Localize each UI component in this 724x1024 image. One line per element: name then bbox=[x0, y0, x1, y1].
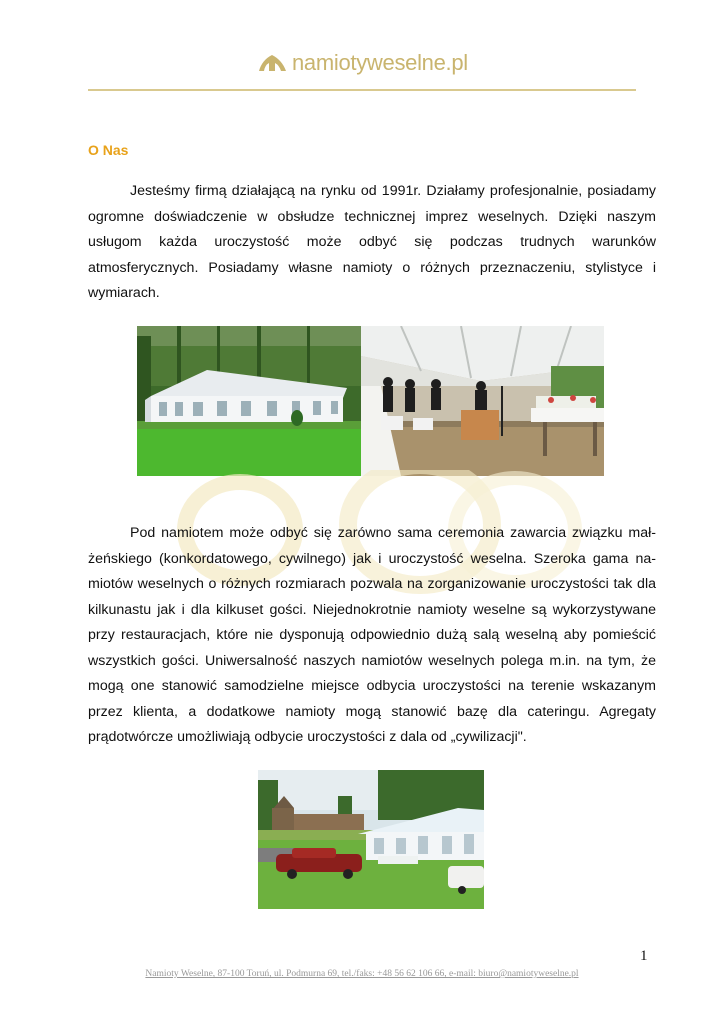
tent-cars-photo bbox=[258, 770, 484, 909]
tent-interior-musicians-photo bbox=[361, 326, 604, 476]
page-number: 1 bbox=[640, 948, 648, 964]
logo-text[interactable]: namiotyweselne.pl bbox=[292, 50, 468, 75]
footer-contact bbox=[0, 969, 724, 979]
tent-lawn-photo bbox=[137, 326, 361, 476]
header-divider bbox=[88, 89, 636, 91]
ceremony-paragraph: Pod namiotem może odbyć się zarówno sama ceremonia zawarcia związku małżeńskiego (konkordatowego, cywilnego) jak i uroczystość weselna. Szeroka gama namiotów weselnych o różnych rozmiarach pozwala na zorganizowanie uroczystości tak dla kilkunastu jak i dla kilkuset gości. Niejednokrotnie namioty weselne są wykorzystywane przy restauracjach, które nie dysponują odpowiednio dużą salą weselną aby pomieścić wszystkich gości. Uniwersalność naszych namiotów weselnych polega m.in. na tym, że mogą one stanowić samodzielne miejsce odbycia uroczystości na terenie wskazanym przez klienta, a dodatkowe namioty mogą stanowić bazę dla cateringu. Agregaty prądotwórcze umożliwiają odbycie uroczystości z dala od „cywilizacji". bbox=[88, 525, 656, 745]
footer-contact-text[interactable]: Namioty Weselne, 87-100 Toruń, ul. Podmurna 69, tel./faks: +48 56 62 106 66, e-mail: biuro@namiotyweselne.pl bbox=[145, 969, 579, 979]
intro-paragraph: Jesteśmy firmą działającą na rynku od 1991r. Działamy profesjonalnie, posiadamy ogromne doświadczenie w obsłudze technicznej imprez weselnych. Dzięki naszym usługom każda uroczystość może odbyć się podczas trudnych warunków atmosferycznych. Posiadamy własne namioty o różnych przeznaczeniu, stylistyce i wymiarach. bbox=[88, 183, 656, 301]
section-heading: O Nas bbox=[88, 142, 129, 158]
